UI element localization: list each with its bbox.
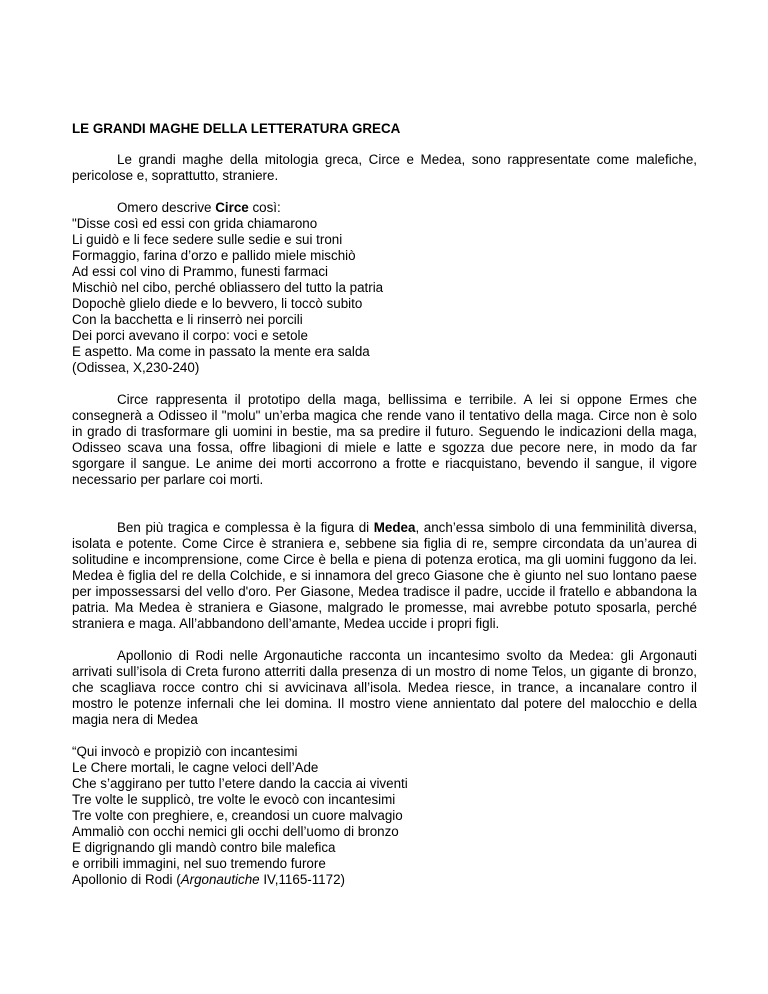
poem-line: Tre volte le supplicò, tre volte le evocò con incantesimi bbox=[72, 792, 396, 807]
poem-line: Formaggio, farina d’orzo e pallido miele mischiò bbox=[72, 248, 356, 263]
circe-paragraph: Circe rappresenta il prototipo della maga, bellissima e terribile. A lei si oppone Ermes che consegnerà a Odisseo il "molu" un’erba magica che rende vano il tentativo della maga. Circe non è solo in grado di trasformare gli uomini in bestie, ma sa predire il futuro. Seguendo le indicazioni della maga, Odisseo scava una fossa, offre libagioni di miele e latte e sgozza due pecore nere, in modo da far sgorgare il sangue. Le anime dei morti accorrono a frotte e riacquistano, bevendo il sangue, il vigore necessario per parlare coi morti. bbox=[72, 392, 697, 487]
apollonio-paragraph: Apollonio di Rodi nelle Argonautiche racconta un incantesimo svolto da Medea: gli Argonauti arrivati sull’isola di Creta furono atterriti dalla presenza di un mostro di nome Telos, un gigante di bronzo, che scagliava rocce contro chi si avvicinava all’isola. Medea riesce, in trance, a incanalare contro il mostro le potenze infernali che lei domina. Il mostro viene annientato dal potere del malocchio e della magia nera di Medea bbox=[72, 648, 697, 727]
poem-citation bbox=[72, 872, 697, 888]
poem-line: "Disse così ed essi con grida chiamarono bbox=[72, 216, 318, 231]
document-title: LE GRANDI MAGHE DELLA LETTERATURA GRECA bbox=[72, 121, 401, 136]
medea-text-before: Ben più tragica e complessa è la figura di bbox=[117, 520, 374, 535]
poem-line: Ammaliò con occhi nemici gli occhi dell’uomo di bronzo bbox=[72, 824, 399, 839]
medea-text-after: , anch’essa simbolo di una femminilità diversa, isolata e potente. Come Circe è straniera e, sebbene sia figlia di re, sempre circondata da un’aurea di solitudine e incomprensione, come Circe è bella e piena di potenza erotica, ma gli uomini fuggono da lei. Medea è figlia del re della Colchide, e si innamora del greco Giasone che è giunto nel suo lontano paese per impossessarsi del vello d'oro. Per Giasone, Medea tradisce il padre, uccide il fratello e abbandona la patria. Ma Medea è straniera e Giasone, malgrado le promesse, mai avrebbe potuto sposarla, perché straniera e maga. All’abbandono dell’amante, Medea uccide i propri figli. bbox=[72, 520, 697, 631]
poem-line: Tre volte con preghiere, e, creandosi un cuore malvagio bbox=[72, 808, 403, 823]
poem-line: E digrignando gli mandò contro bile malefica bbox=[72, 840, 336, 855]
circe-lead-after: così: bbox=[248, 200, 281, 215]
circe-name: Circe bbox=[215, 200, 249, 215]
citation-before: Apollonio di Rodi ( bbox=[72, 872, 181, 887]
circe-lead bbox=[72, 200, 697, 216]
poem-line: Che s’aggirano per tutto l’etere dando la caccia ai viventi bbox=[72, 776, 408, 791]
poem-line: Con la bacchetta e li rinserrò nei porcili bbox=[72, 312, 303, 327]
poem-line: E aspetto. Ma come in passato la mente era salda bbox=[72, 344, 370, 359]
document-page bbox=[72, 121, 697, 888]
circe-lead-before: Omero descrive bbox=[117, 200, 216, 215]
poem-line: Li guidò e li fece sedere sulle sedie e sui troni bbox=[72, 232, 343, 247]
poem-line: “Qui invocò e propiziò con incantesimi bbox=[72, 744, 298, 759]
poem-citation: (Odissea, X,230-240) bbox=[72, 360, 200, 375]
citation-work-title: Argonautiche bbox=[180, 872, 260, 887]
medea-poem bbox=[72, 744, 697, 888]
poem-line: Dopochè glielo diede e lo bevvero, li toccò subito bbox=[72, 296, 363, 311]
poem-line: Ad essi col vino di Prammo, funesti farmaci bbox=[72, 264, 329, 279]
poem-line: Mischiò nel cibo, perché obliassero del tutto la patria bbox=[72, 280, 384, 295]
poem-line: Dei porci avevano il corpo: voci e setole bbox=[72, 328, 308, 343]
poem-line: Le Chere mortali, le cagne veloci dell’Ade bbox=[72, 760, 319, 775]
medea-paragraph bbox=[72, 520, 697, 632]
citation-after: IV,1165-1172) bbox=[259, 872, 345, 887]
medea-name: Medea bbox=[373, 520, 416, 535]
poem-line: e orribili immagini, nel suo tremendo furore bbox=[72, 856, 326, 871]
circe-poem bbox=[72, 216, 697, 376]
intro-paragraph: Le grandi maghe della mitologia greca, Circe e Medea, sono rappresentate come malefiche, pericolose e, soprattutto, straniere. bbox=[72, 152, 697, 183]
